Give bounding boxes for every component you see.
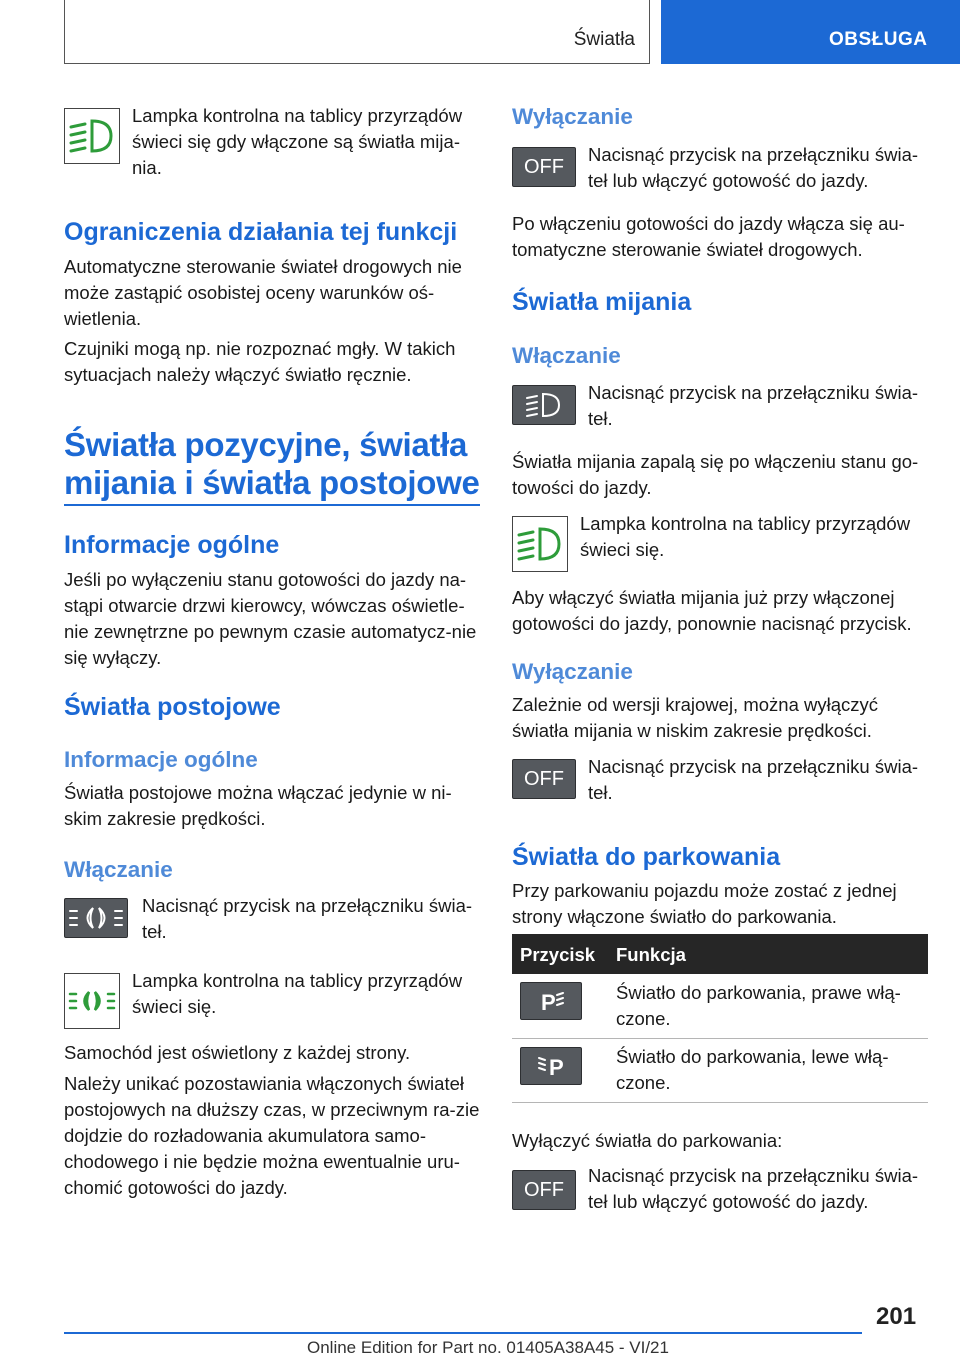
table-row-2-function: Światło do parkowania, lewe włą-czone.	[616, 1046, 889, 1093]
paragraph-postojowe: Światła postojowe można włączać jedynie w ni-skim zakresie prędkości.	[64, 782, 452, 829]
table-header	[512, 934, 928, 974]
table-row-divider-2	[512, 1102, 928, 1103]
paragraph-czujniki: Czujniki mogą np. nie rozpoznać mgły. W takich sytuacjach należy włączyć światło ręcznie.	[64, 338, 456, 385]
low-beam-indicator-icon	[64, 108, 120, 164]
table-header-funkcja: Funkcja	[616, 944, 686, 965]
header-section-title: Światła	[573, 29, 635, 50]
off-text-1: Nacisnąć przycisk na przełączniku świa-teł lub włączyć gotowość do jazdy.	[588, 144, 919, 191]
off-button-icon-1	[512, 147, 576, 187]
header-chapter-tab	[661, 0, 960, 64]
page-number: 201	[876, 1303, 917, 1330]
header-chapter-title: OBSŁUGA	[829, 29, 928, 50]
svg-text:P: P	[541, 990, 556, 1015]
paragraph-zaleznie: Zależnie od wersji krajowej, można wyłączyć światła mijania w niskim zakresie prędkości.	[512, 694, 879, 741]
heading-wlaczanie-mijania: Włączanie	[512, 343, 621, 368]
parking-light-indicator-icon	[64, 973, 120, 1029]
footer-rule	[64, 1332, 862, 1334]
low-beam-indicator-icon-2	[512, 516, 568, 572]
lamp-text-2: Lampka kontrolna na tablicy przyrządów świeci się.	[132, 970, 463, 1017]
parking-right-button-icon	[520, 982, 582, 1020]
low-beam-button-icon	[512, 385, 576, 425]
heading-wylaczanie: Wyłączanie	[512, 104, 633, 129]
heading-ograniczenia: Ograniczenia działania tej funkcji	[64, 218, 458, 246]
paragraph-przy: Przy parkowaniu pojazdu może zostać z jednej strony włączone światło do parkowania.	[512, 880, 897, 927]
paragraph-auto: Automatyczne sterowanie świateł drogowych nie może zastąpić osobistej oceny warunków oś-wietlenia.	[64, 256, 462, 329]
off-text-3: Nacisnąć przycisk na przełączniku świa-teł lub włączyć gotowość do jazdy.	[588, 1165, 919, 1212]
paragraph-informacje: Jeśli po wyłączeniu stanu gotowości do jazdy na-stąpi otwarcie drzwi kierowcy, wówczas oświetle-nie zewnętrzne po pewnym czasie automatycz-nie się wyłączy.	[64, 569, 477, 668]
main-heading-rule	[64, 504, 480, 506]
off-button-icon-3	[512, 1170, 576, 1210]
svg-text:P: P	[549, 1055, 564, 1080]
heading-wlaczanie: Włączanie	[64, 857, 173, 882]
table-row-1-function: Światło do parkowania, prawe włą-czone.	[616, 982, 901, 1029]
lamp-text-right: Lampka kontrolna na tablicy przyrządów świeci się.	[580, 513, 911, 560]
heading-informacje: Informacje ogólne	[64, 531, 280, 559]
paragraph-zapala: Światła mijania zapalą się po włączeniu stanu go-towości do jazdy.	[512, 451, 919, 498]
low-beam-text: Nacisnąć przycisk na przełączniku świa-teł.	[588, 382, 919, 429]
footer-edition: Online Edition for Part no. 01405A38A45 - VI/21	[307, 1338, 669, 1357]
paragraph-samochod: Samochód jest oświetlony z każdej strony.	[64, 1042, 411, 1063]
heading-mijania: Światła mijania	[512, 288, 692, 316]
off-label-3: OFF	[524, 1178, 564, 1201]
heading-wylaczanie-2: Wyłączanie	[512, 659, 633, 684]
off-label-2: OFF	[524, 767, 564, 790]
main-heading-line-1: Światła pozycyjne, światła	[64, 426, 468, 463]
heading-informacje-2: Informacje ogólne	[64, 747, 258, 772]
off-label-1: OFF	[524, 155, 564, 178]
table-row-divider-1	[512, 1038, 928, 1039]
paragraph-wylaczyc: Wyłączyć światła do parkowania:	[512, 1130, 783, 1151]
off-text-2: Nacisnąć przycisk na przełączniku świa-teł.	[588, 756, 919, 803]
header-section-box	[64, 0, 650, 64]
paragraph-aby: Aby włączyć światła mijania już przy włączonej gotowości do jazdy, ponownie nacisnąć przycisk.	[512, 587, 912, 634]
table-header-przycisk: Przycisk	[520, 944, 596, 965]
parking-left-button-icon	[520, 1047, 582, 1085]
heading-parkowania: Światła do parkowania	[512, 843, 781, 871]
lamp-text-1: Lampka kontrolna na tablicy przyrządów świeci się gdy włączone są światła mija-nia.	[132, 105, 463, 178]
main-heading-line-2: mijania i światła postojowe	[64, 464, 480, 501]
parking-light-table	[512, 934, 928, 1104]
paragraph-po-wlaczeniu: Po włączeniu gotowości do jazdy włącza się au-tomatyczne sterowanie świateł drogowych.	[512, 213, 905, 260]
button-text-postojowe: Nacisnąć przycisk na przełączniku świa-teł.	[142, 895, 473, 942]
paragraph-nalezy: Należy unikać pozostawiania włączonych świateł postojowych na dłuższy czas, w przeciwnym ra-zie dojdzie do rozładowania akumulatora samo-chodowego i nie będzie można ewentualnie uru-chomić gotowości do jazdy.	[64, 1073, 480, 1198]
parking-light-button-icon	[64, 898, 128, 938]
heading-postojowe: Światła postojowe	[64, 693, 281, 721]
off-button-icon-2	[512, 759, 576, 799]
